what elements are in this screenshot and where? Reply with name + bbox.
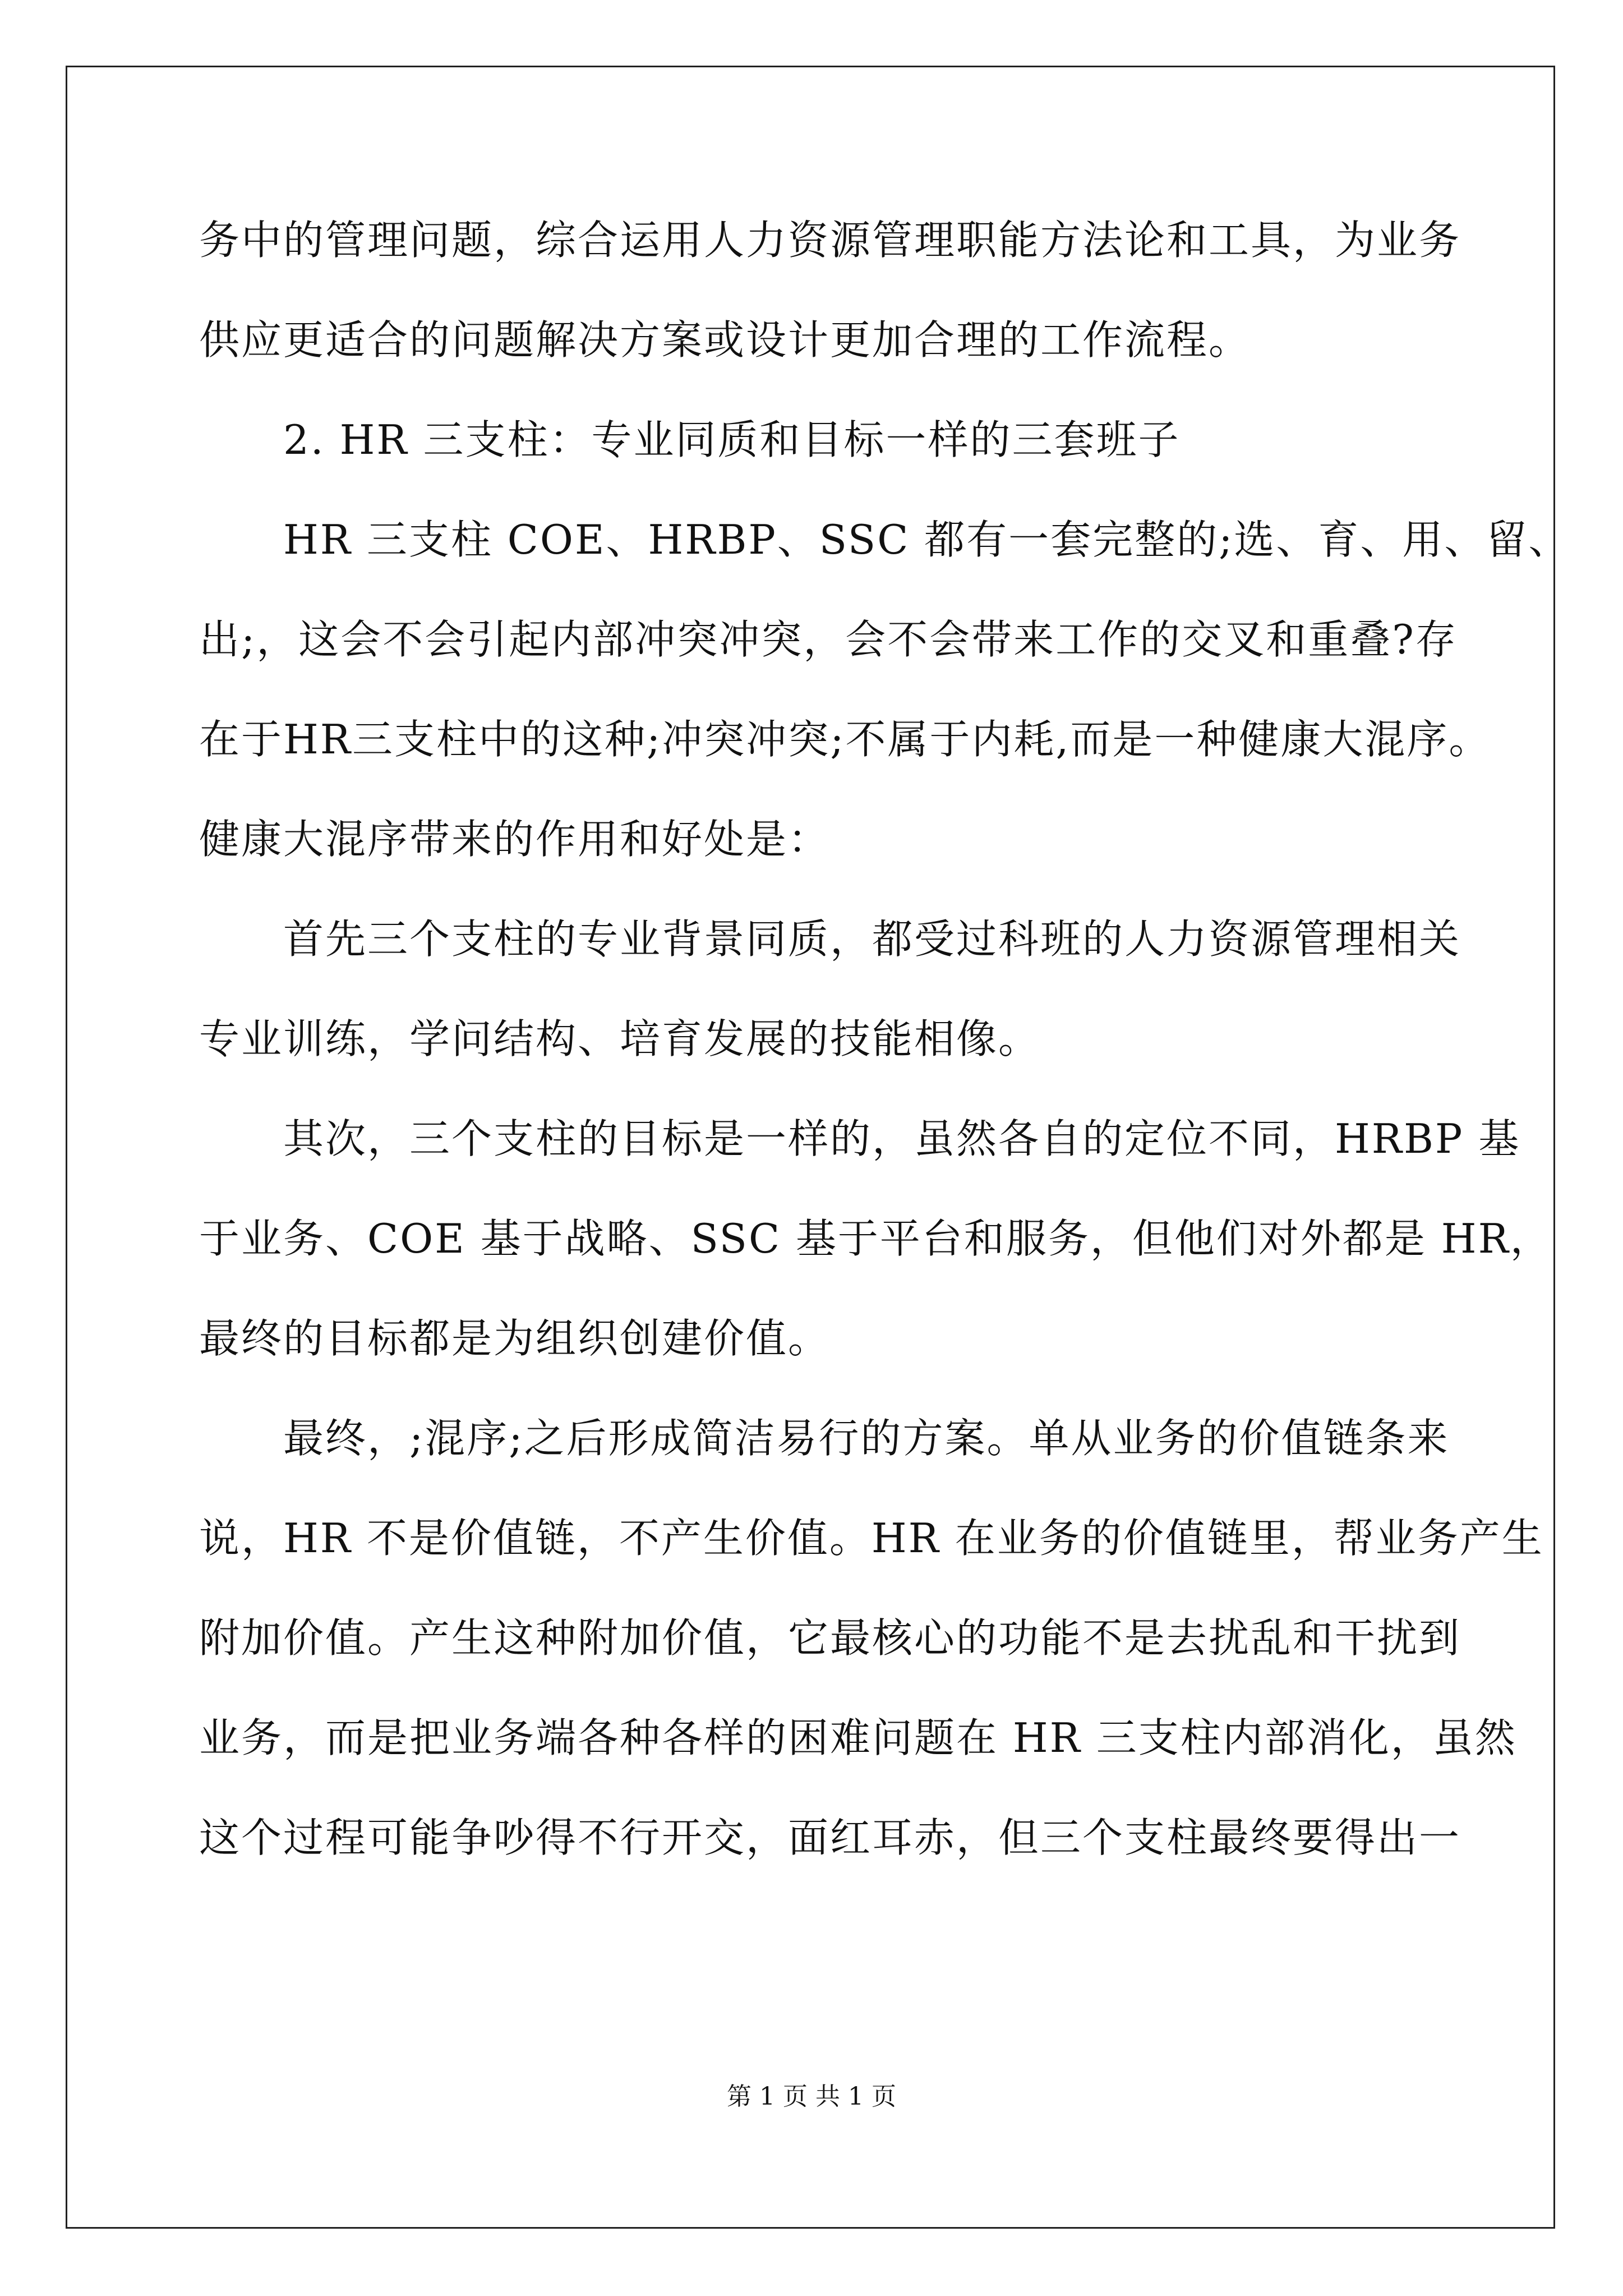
body-line: 附加价值。产生这种附加价值，它最核心的功能不是去扰乱和干扰到 bbox=[199, 1614, 1461, 1662]
document-body bbox=[199, 213, 1571, 1865]
body-line: 供应更适合的问题解决方案或设计更加合理的工作流程。 bbox=[199, 316, 1251, 364]
body-line: 于业务、COE 基于战略、SSC 基于平台和服务，但他们对外都是 HR， bbox=[199, 1215, 1552, 1262]
body-line: 其次，三个支柱的目标是一样的，虽然各自的定位不同，HRBP 基 bbox=[283, 1115, 1521, 1162]
body-line: HR 三支柱 COE、HRBP、SSC 都有一套完整的;选、育、用、留、 bbox=[283, 516, 1571, 563]
page-footer: 第 1 页 共 1 页 bbox=[727, 2082, 896, 2111]
body-line: 最终，;混序;之后形成简洁易行的方案。单从业务的价值链条来 bbox=[283, 1415, 1450, 1462]
body-line: 专业训练，学问结构、培育发展的技能相像。 bbox=[199, 1015, 1041, 1062]
body-line: 这个过程可能争吵得不行开交，面红耳赤，但三个支柱最终要得出一 bbox=[199, 1814, 1461, 1861]
body-line: 首先三个支柱的专业背景同质，都受过科班的人力资源管理相关 bbox=[283, 915, 1461, 963]
body-line: 最终的目标都是为组织创建价值。 bbox=[199, 1315, 831, 1362]
body-line: 健康大混序带来的作用和好处是： bbox=[199, 816, 831, 863]
body-line: 务中的管理问题，综合运用人力资源管理职能方法论和工具，为业务 bbox=[199, 217, 1461, 264]
body-line: 业务，而是把业务端各种各样的困难问题在 HR 三支柱内部消化，虽然 bbox=[199, 1714, 1517, 1761]
section-heading: 2. HR 三支柱：专业同质和目标一样的三套班子 bbox=[283, 416, 1181, 463]
body-line: 在于HR三支柱中的这种;冲突冲突;不属于内耗,而是一种健康大混序。 bbox=[199, 716, 1491, 763]
body-line: 说，HR 不是价值链，不产生价值。HR 在业务的价值链里，帮业务产生 bbox=[199, 1515, 1544, 1562]
body-line: 出;，这会不会引起内部冲突冲突，会不会带来工作的交叉和重叠?存 bbox=[199, 616, 1458, 663]
